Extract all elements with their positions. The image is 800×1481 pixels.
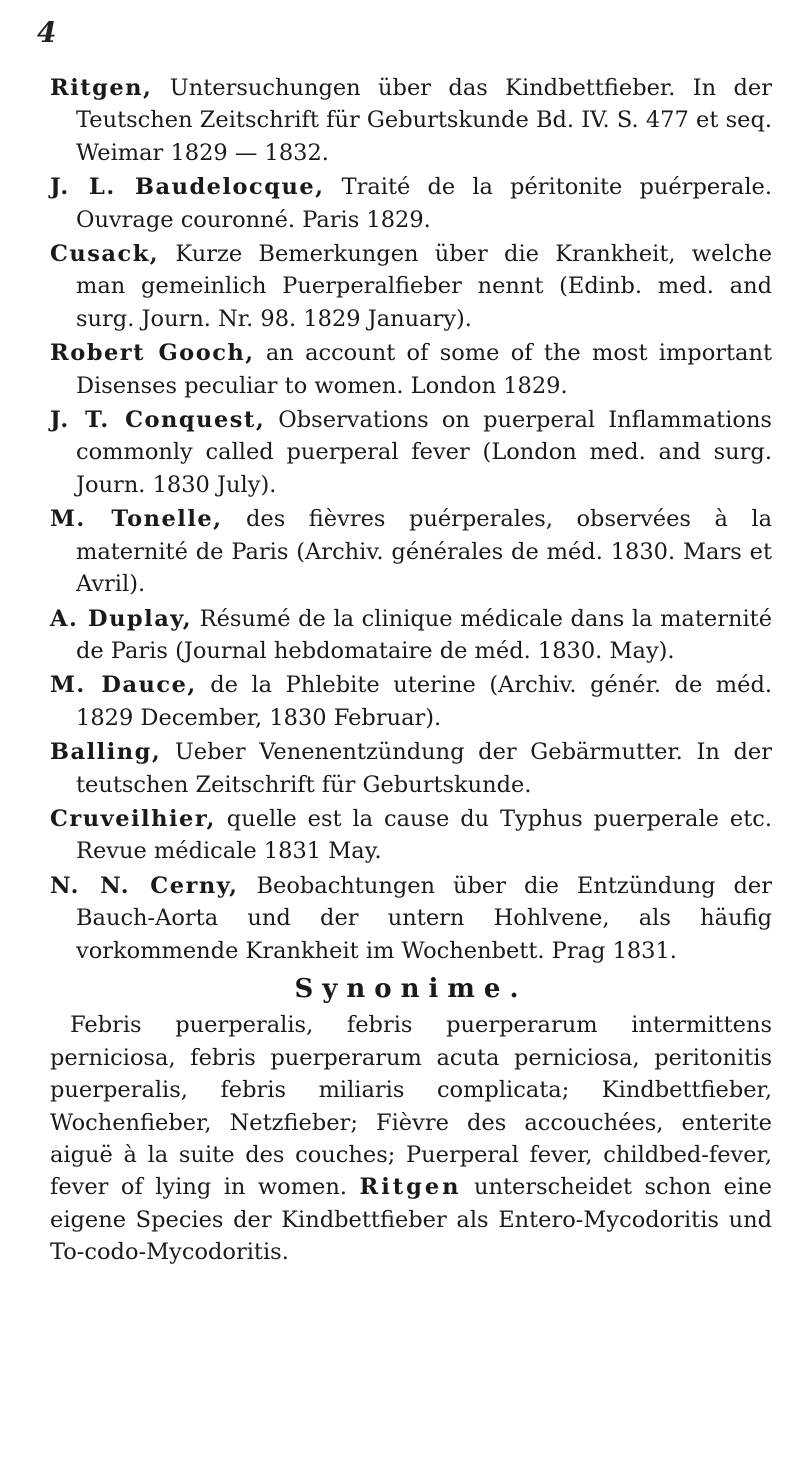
- reference-entry: [50, 171, 772, 236]
- synonyme-text-2: unterscheidet schon eine eigene Species der Kindbettfieber als Entero-Mycodoritis und To-codo-Mycodoritis.: [50, 1174, 772, 1266]
- reference-author: M. Tonelle,: [50, 506, 223, 533]
- reference-author: J. T. Conquest,: [50, 407, 266, 434]
- reference-entry: [50, 669, 772, 734]
- reference-text: Traité de la péritonite puérperale. Ouvrage couronné. Paris 1829.: [76, 174, 772, 233]
- references: [50, 72, 772, 967]
- synonyme-paragraph: [50, 1009, 772, 1268]
- reference-text: Untersuchungen über das Kindbettfieber. In der Teutschen Zeitschrift für Geburtskunde Bd. IV. S. 477 et seq. Weimar 1829 — 1832.: [76, 75, 772, 166]
- reference-text: Kurze Bemerkungen über die Krankheit, welche man gemeinlich Puerperalfieber nennt (Edinb. med. and surg. Journ. Nr. 98. 1829 January).: [76, 241, 772, 332]
- reference-author: A. Duplay,: [50, 605, 193, 632]
- reference-text: des fièvres puérperales, observées à la maternité de Paris (Archiv. générales de méd. 1830. Mars et Avril).: [76, 506, 772, 598]
- reference-entry: [50, 404, 772, 501]
- reference-text: an account of some of the most important Disenses peculiar to women. London 1829.: [76, 340, 772, 399]
- reference-author: Balling,: [50, 739, 162, 766]
- synonyme-text-1: Febris puerperalis, febris puerperarum intermittens perniciosa, febris puerperarum acuta perniciosa, peritonitis puerperalis, febris miliaris complicata; Kindbettfieber, Wochenfieber, Netzfieber; Fièvre des accouchées, enterite aiguë à la suite des couches; Puerperal fever, childbed-fever, fever of lying in women.: [50, 1012, 772, 1201]
- reference-entry: [50, 803, 772, 868]
- reference-author: Cruveilhier,: [50, 805, 216, 832]
- reference-entry: [50, 337, 772, 402]
- reference-entry: [50, 603, 772, 668]
- reference-entry: [50, 238, 772, 335]
- reference-list: [50, 72, 772, 1269]
- reference-text: de la Phlebite uterine (Archiv. génér. de méd. 1829 December, 1830 Februar).: [76, 672, 772, 731]
- reference-author: Ritgen,: [50, 75, 153, 101]
- page-number: 4: [37, 16, 57, 49]
- reference-entry: [50, 870, 772, 967]
- reference-author: Robert Gooch,: [50, 340, 255, 367]
- reference-entry: [50, 503, 772, 600]
- reference-text: Résumé de la clinique médicale dans la maternité de Paris (Journal hebdomataire de méd. 1830. May).: [76, 605, 773, 664]
- reference-entry: [50, 72, 772, 169]
- reference-author: J. L. Baudelocque,: [50, 174, 325, 201]
- reference-text: quelle est la cause du Typhus puerperale etc. Revue médicale 1831 May.: [76, 805, 772, 865]
- reference-text: Beobachtungen über die Entzündung der Bauch-Aorta und der untern Hohlvene, als häufig vorkommende Krankheit im Wochenbett. Prag 1831.: [76, 872, 772, 964]
- reference-author: M. Dauce,: [50, 672, 197, 699]
- synonyme-heading: Synonime.: [294, 973, 528, 1004]
- reference-author: N. N. Cerny,: [50, 872, 239, 899]
- reference-text: Ueber Venenentzündung der Gebärmutter. In der teutschen Zeitschrift für Geburtskunde.: [76, 739, 772, 798]
- reference-text: Observations on puerperal Inflammations commonly called puerperal fever (London med. and surg. Journ. 1830 July).: [76, 407, 772, 498]
- reference-entry: [50, 736, 772, 801]
- synonyme-author: Ritgen: [359, 1174, 462, 1201]
- reference-author: Cusack,: [50, 241, 160, 268]
